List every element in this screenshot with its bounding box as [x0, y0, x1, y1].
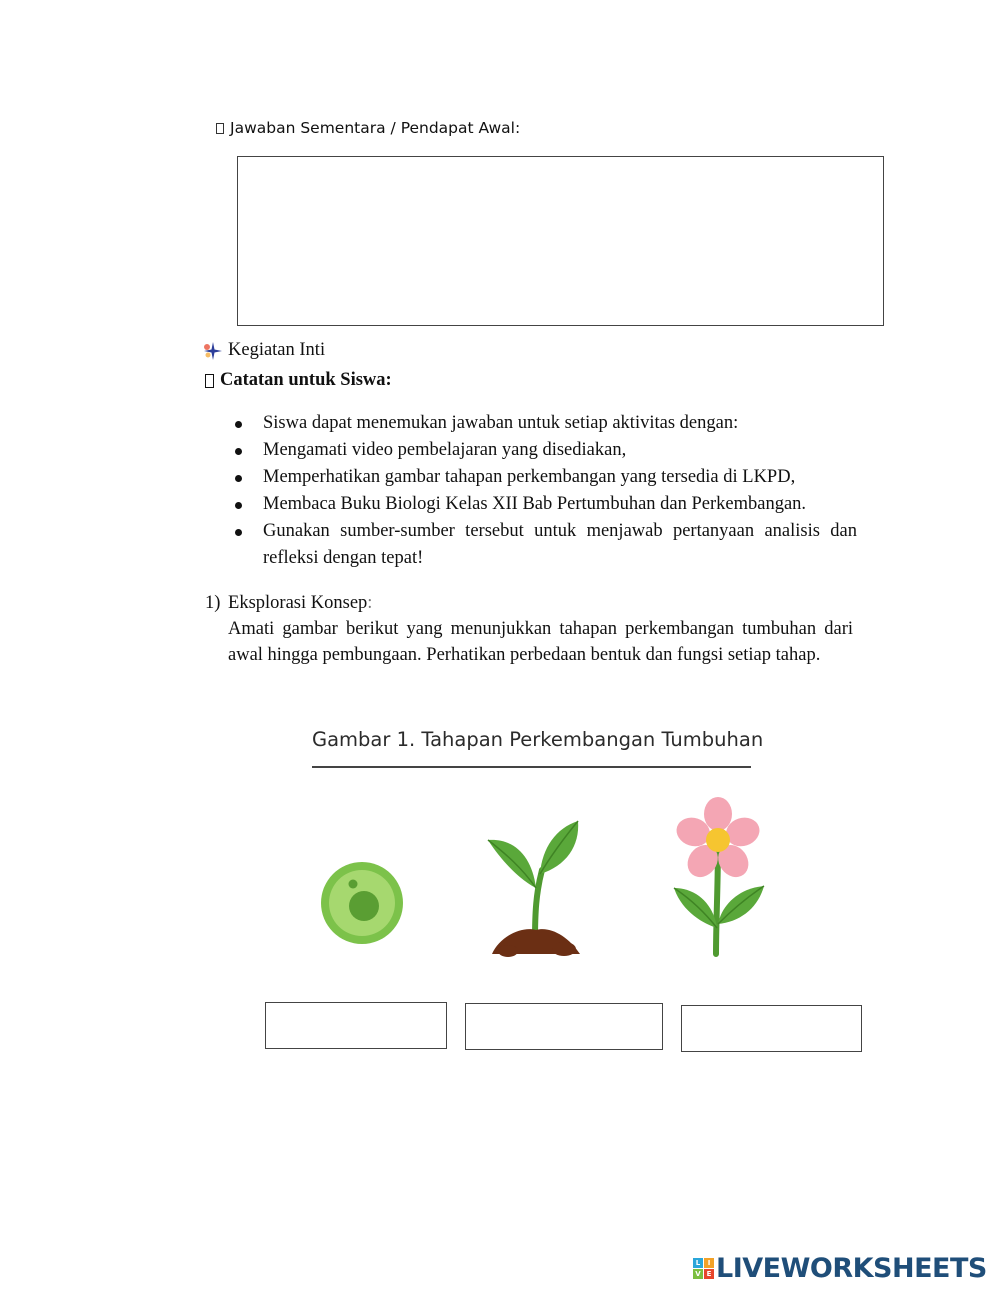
- hypothesis-label: Jawaban Sementara / Pendapat Awal:: [230, 119, 521, 137]
- list-item: Memperhatikan gambar tahapan perkembangan yang tersedia di LKPD,: [232, 464, 857, 491]
- stage-2-answer-box[interactable]: [465, 1003, 663, 1050]
- missing-glyph-icon: [216, 123, 224, 134]
- list-item: Gunakan sumber-sumber tersebut untuk menjawab pertanyaan analisis dan refleksi dengan tepat!: [232, 518, 857, 572]
- seedling-icon: [486, 818, 584, 958]
- figure-title-underline: [312, 766, 751, 768]
- exploration-colon: :: [367, 593, 373, 613]
- kegiatan-inti-label: Kegiatan Inti: [228, 340, 326, 360]
- logo-text: LIVEWORKSHEETS: [716, 1253, 987, 1284]
- compass-star-icon: [204, 342, 222, 360]
- exploration-paragraph: Amati gambar berikut yang menunjukkan tahapan perkembangan tumbuhan dari awal hingga pembungaan. Perhatikan perbedaan bentuk dan fungsi setiap tahap.: [228, 619, 853, 665]
- list-item: Siswa dapat menemukan jawaban untuk setiap aktivitas dengan:: [232, 410, 857, 437]
- stage-3-answer-box[interactable]: [681, 1005, 862, 1052]
- list-item: Mengamati video pembelajaran yang disediakan,: [232, 437, 857, 464]
- flower-icon: [672, 796, 766, 960]
- list-item: Membaca Buku Biologi Kelas XII Bab Pertumbuhan dan Perkembangan.: [232, 491, 857, 518]
- logo-tiles-icon: [693, 1258, 714, 1279]
- hypothesis-label-row: [216, 119, 520, 137]
- logo-tile: V: [693, 1269, 703, 1279]
- logo-tile: I: [704, 1258, 714, 1268]
- seed-cell-icon: [319, 860, 405, 946]
- liveworksheets-logo: [693, 1253, 987, 1284]
- exploration-title: Eksplorasi Konsep: [228, 593, 368, 613]
- hypothesis-answer-box[interactable]: [237, 156, 884, 326]
- logo-tile: E: [704, 1269, 714, 1279]
- catatan-heading: [205, 370, 392, 391]
- figure-title: Gambar 1. Tahapan Perkembangan Tumbuhan: [312, 728, 764, 751]
- exploration-number: 1): [205, 593, 221, 613]
- box-bullet-icon: [205, 374, 214, 388]
- exploration-heading: [205, 590, 372, 616]
- logo-tile: L: [693, 1258, 703, 1268]
- kegiatan-inti-heading: [204, 340, 325, 361]
- stage-1-answer-box[interactable]: [265, 1002, 447, 1049]
- notes-list: [232, 410, 857, 572]
- catatan-label: Catatan untuk Siswa:: [220, 370, 392, 390]
